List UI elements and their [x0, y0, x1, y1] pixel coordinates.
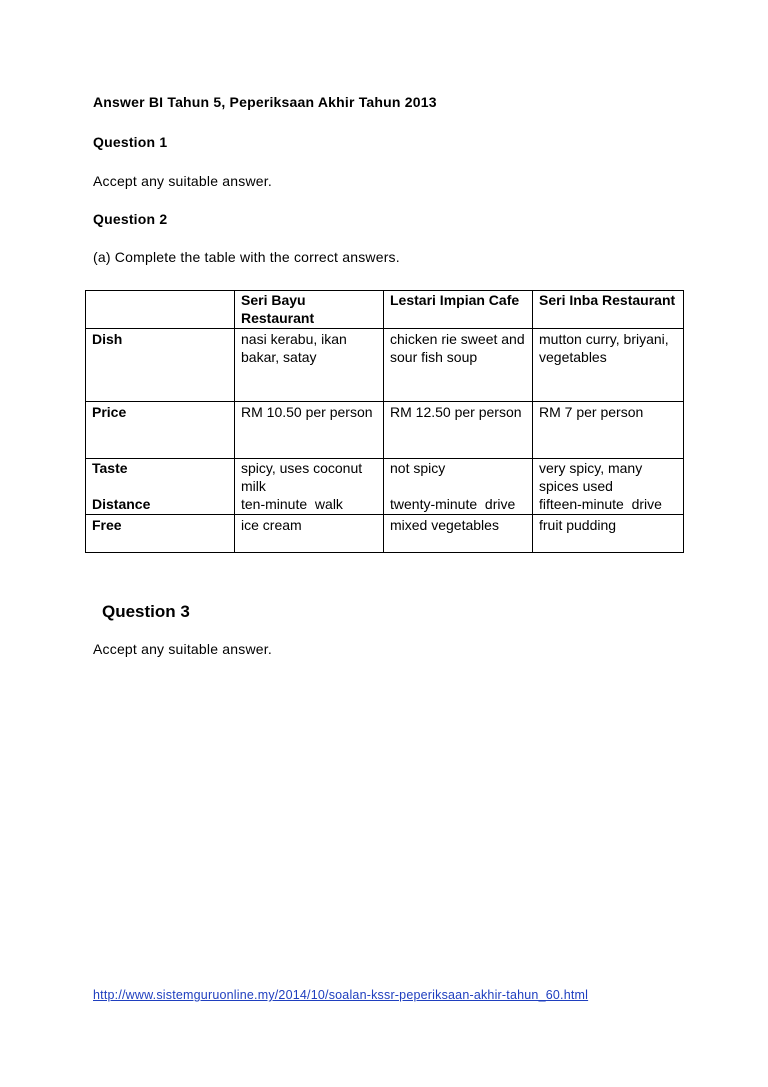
table-row [86, 515, 684, 553]
question-1-heading: Question 1 [93, 134, 168, 150]
footer-link[interactable]: http://www.sistemguruonline.my/2014/10/soalan-kssr-peperiksaan-akhir-tahun_60.html [93, 988, 589, 1002]
row-label: Taste [86, 459, 235, 496]
table-header-cell [86, 291, 235, 329]
table-cell: RM 7 per person [533, 402, 684, 459]
question-3-heading: Question 3 [102, 602, 190, 621]
row-label: Distance [86, 495, 235, 515]
table-row [86, 495, 684, 515]
question-1-answer: Accept any suitable answer. [93, 173, 272, 189]
table-row [86, 329, 684, 402]
table-header-cell: Seri Bayu Restaurant [235, 291, 384, 329]
document-title: Answer BI Tahun 5, Peperiksaan Akhir Tahun 2013 [93, 94, 437, 110]
table-cell: very spicy, many spices used [533, 459, 684, 496]
table-cell: mutton curry, briyani, vegetables [533, 329, 684, 402]
table-cell: ten-minute walk [235, 495, 384, 515]
table-cell: spicy, uses coconut milk [235, 459, 384, 496]
row-label: Price [86, 402, 235, 459]
question-2-heading: Question 2 [93, 211, 168, 227]
table-row [86, 459, 684, 496]
row-label: Dish [86, 329, 235, 402]
table-header-row [86, 291, 684, 329]
row-label: Free [86, 515, 235, 553]
table-cell: chicken rie sweet and sour fish soup [384, 329, 533, 402]
table-header-cell: Seri Inba Restaurant [533, 291, 684, 329]
answer-table [85, 290, 684, 553]
table-row [86, 402, 684, 459]
table-cell: RM 10.50 per person [235, 402, 384, 459]
table-cell: twenty-minute drive [384, 495, 533, 515]
table-cell: fifteen-minute drive [533, 495, 684, 515]
table-header-cell: Lestari Impian Cafe [384, 291, 533, 329]
question-2-instruction: (a) Complete the table with the correct answers. [93, 249, 400, 265]
question-3-answer: Accept any suitable answer. [93, 641, 272, 657]
table-cell: nasi kerabu, ikan bakar, satay [235, 329, 384, 402]
table-cell: ice cream [235, 515, 384, 553]
table-cell: mixed vegetables [384, 515, 533, 553]
table-cell: RM 12.50 per person [384, 402, 533, 459]
table-cell: not spicy [384, 459, 533, 496]
table-cell: fruit pudding [533, 515, 684, 553]
